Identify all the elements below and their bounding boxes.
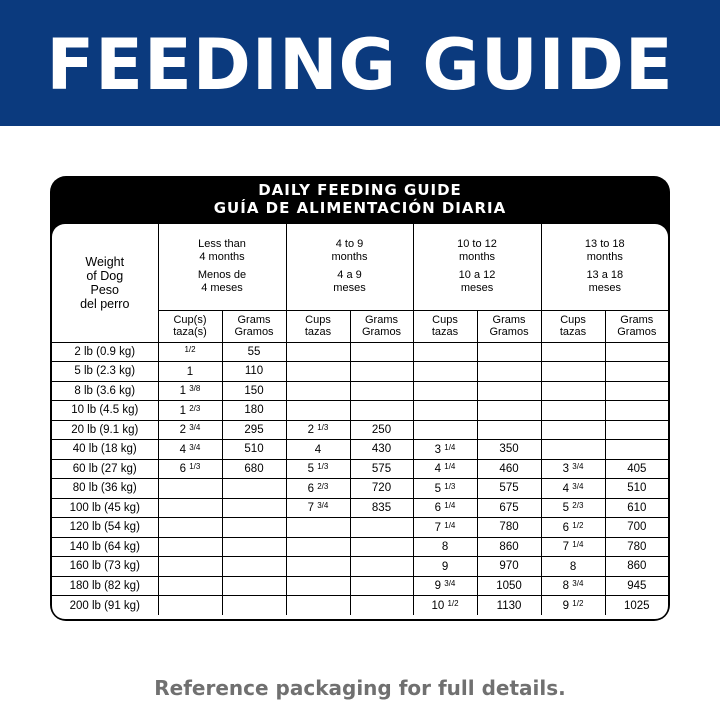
table-title-spanish: GUÍA DE ALIMENTACIÓN DIARIA [213, 199, 507, 217]
weight-cell: 140 lb (64 kg) [52, 537, 158, 557]
cups-fraction: 3/4 [317, 501, 329, 511]
weight-cell: 60 lb (27 kg) [52, 459, 158, 479]
banner-title: FEEDING GUIDE [46, 24, 674, 106]
cups-cell [286, 381, 350, 401]
grams-cell [605, 342, 668, 362]
cups-whole: 2 [179, 424, 187, 437]
cups-cell [286, 342, 350, 362]
grams-cell: 860 [605, 557, 668, 577]
cups-cell [413, 342, 477, 362]
cups-cell [158, 557, 222, 577]
weight-cell: 20 lb (9.1 kg) [52, 420, 158, 440]
cups-whole: 9 [434, 580, 442, 593]
cups-cell [413, 381, 477, 401]
cups-cell [541, 479, 605, 499]
table-row [52, 498, 668, 518]
grams-cell: 970 [477, 557, 541, 577]
cups-fraction: 1/3 [189, 462, 201, 472]
cups-fraction: 1/4 [444, 501, 456, 511]
cups-cell [286, 576, 350, 596]
grams-cell [477, 362, 541, 382]
grams-cell: 510 [222, 440, 286, 460]
cups-whole: 6 [179, 463, 187, 476]
cups-whole: 5 [434, 482, 442, 495]
cups-fraction: 3/4 [572, 481, 584, 491]
cups-cell [541, 459, 605, 479]
cups-cell [541, 342, 605, 362]
grams-cell [222, 498, 286, 518]
grams-cell: 575 [350, 459, 413, 479]
cups-whole: 1 [179, 385, 187, 398]
grams-cell: 110 [222, 362, 286, 382]
grams-column-header: Grams Gramos [350, 310, 413, 342]
cups-cell [413, 498, 477, 518]
weight-cell: 40 lb (18 kg) [52, 440, 158, 460]
cups-whole: 6 [562, 521, 570, 534]
grams-cell: 680 [222, 459, 286, 479]
cups-whole: 9 [562, 600, 570, 612]
period-header: 13 to 18 months 13 a 18 meses [541, 224, 668, 310]
cups-fraction: 2/3 [189, 403, 201, 413]
feeding-table-card [50, 176, 670, 621]
cups-whole: 4 [314, 443, 322, 456]
weight-cell: 8 lb (3.6 kg) [52, 381, 158, 401]
grams-cell [477, 342, 541, 362]
cups-fraction: 1/2 [572, 599, 584, 608]
cups-whole: 9 [441, 560, 449, 573]
grams-cell: 180 [222, 401, 286, 421]
table-row [52, 381, 668, 401]
table-body [52, 224, 668, 619]
feeding-guide-banner [0, 0, 720, 126]
table-row [52, 576, 668, 596]
cups-cell [158, 440, 222, 460]
grams-cell: 460 [477, 459, 541, 479]
cups-cell [286, 537, 350, 557]
grams-cell [350, 401, 413, 421]
cups-fraction: 1/2 [572, 520, 584, 530]
grams-cell [222, 557, 286, 577]
cups-fraction: 2/3 [317, 481, 329, 491]
cups-whole: 7 [307, 502, 315, 515]
footer-note: Reference packaging for full details. [154, 676, 566, 700]
weight-column-header: Weight of Dog Peso del perro [52, 224, 158, 342]
cups-fraction: 1/2 [184, 345, 196, 355]
cups-whole: 4 [562, 482, 570, 495]
cups-cell [541, 401, 605, 421]
cups-cell [541, 576, 605, 596]
weight-cell: 160 lb (73 kg) [52, 557, 158, 577]
weight-cell: 100 lb (45 kg) [52, 498, 158, 518]
grams-cell: 575 [477, 479, 541, 499]
cups-cell [541, 557, 605, 577]
cups-cell [413, 401, 477, 421]
grams-cell: 780 [605, 537, 668, 557]
weight-cell: 200 lb (91 kg) [52, 596, 158, 616]
cups-fraction: 3/4 [189, 442, 201, 452]
grams-cell: 700 [605, 518, 668, 538]
period-header-row [52, 224, 668, 310]
cups-fraction: 1/3 [317, 462, 329, 472]
table-row [52, 362, 668, 382]
table-row [52, 596, 668, 616]
cups-cell [541, 596, 605, 616]
cups-fraction: 1/4 [444, 462, 456, 472]
cups-whole: 7 [562, 541, 570, 554]
cups-fraction: 1/4 [572, 540, 584, 550]
grams-cell [222, 518, 286, 538]
cups-cell [413, 459, 477, 479]
cups-cell [158, 381, 222, 401]
cups-cell [541, 440, 605, 460]
grams-cell: 250 [350, 420, 413, 440]
weight-cell: 80 lb (36 kg) [52, 479, 158, 499]
cups-fraction: 1/3 [444, 481, 456, 491]
cups-fraction: 3/4 [572, 462, 584, 472]
cups-cell [286, 459, 350, 479]
cups-cell [158, 420, 222, 440]
grams-cell: 610 [605, 498, 668, 518]
cups-cell [541, 381, 605, 401]
table-row [52, 401, 668, 421]
cups-cell [413, 596, 477, 616]
grams-cell [605, 420, 668, 440]
table-row [52, 557, 668, 577]
grams-cell: 430 [350, 440, 413, 460]
cups-column-header: Cup(s) taza(s) [158, 310, 222, 342]
cups-fraction: 3/8 [189, 384, 201, 394]
table-row [52, 459, 668, 479]
grams-column-header: Grams Gramos [605, 310, 668, 342]
period-header: Less than 4 months Menos de 4 meses [158, 224, 286, 310]
grams-cell [350, 557, 413, 577]
cups-whole: 3 [562, 463, 570, 476]
cups-fraction: 1/4 [444, 520, 456, 530]
grams-cell [350, 342, 413, 362]
cups-whole: 6 [434, 502, 442, 515]
grams-cell [605, 401, 668, 421]
grams-column-header: Grams Gramos [477, 310, 541, 342]
cups-cell [158, 596, 222, 616]
cups-cell [158, 537, 222, 557]
cups-cell [158, 498, 222, 518]
period-header: 10 to 12 months 10 a 12 meses [413, 224, 541, 310]
cups-whole: 2 [307, 424, 315, 437]
cups-cell [413, 557, 477, 577]
grams-column-header: Grams Gramos [222, 310, 286, 342]
table-row [52, 420, 668, 440]
grams-cell: 720 [350, 479, 413, 499]
cups-cell [541, 518, 605, 538]
grams-cell: 860 [477, 537, 541, 557]
weight-cell: 120 lb (54 kg) [52, 518, 158, 538]
cups-cell [413, 479, 477, 499]
grams-cell: 1130 [477, 596, 541, 616]
feeding-table-rows [52, 342, 668, 615]
period-header: 4 to 9 months 4 a 9 meses [286, 224, 413, 310]
grams-cell: 835 [350, 498, 413, 518]
cups-whole: 7 [434, 521, 442, 534]
grams-cell [222, 537, 286, 557]
grams-cell: 510 [605, 479, 668, 499]
cups-cell [158, 479, 222, 499]
weight-cell: 10 lb (4.5 kg) [52, 401, 158, 421]
grams-cell: 350 [477, 440, 541, 460]
cups-cell [541, 420, 605, 440]
grams-cell: 405 [605, 459, 668, 479]
cups-column-header: Cups tazas [413, 310, 477, 342]
grams-cell [350, 537, 413, 557]
cups-cell [158, 518, 222, 538]
cups-whole: 1 [179, 404, 187, 417]
cups-cell [286, 479, 350, 499]
cups-fraction: 3/4 [572, 579, 584, 589]
grams-cell: 1050 [477, 576, 541, 596]
grams-cell [350, 362, 413, 382]
cups-whole: 6 [307, 482, 315, 495]
grams-cell [350, 518, 413, 538]
grams-cell [605, 440, 668, 460]
grams-cell [350, 576, 413, 596]
grams-cell: 780 [477, 518, 541, 538]
cups-whole: 1 [186, 365, 194, 378]
grams-cell [222, 596, 286, 616]
cups-cell [413, 362, 477, 382]
cups-cell [286, 518, 350, 538]
cups-fraction: 1/3 [317, 423, 329, 433]
cups-whole: 3 [434, 443, 442, 456]
cups-cell [158, 459, 222, 479]
cups-cell [158, 576, 222, 596]
cups-cell [413, 518, 477, 538]
grams-cell: 150 [222, 381, 286, 401]
cups-cell [413, 576, 477, 596]
cups-whole: 8 [569, 560, 577, 573]
cups-whole: 8 [562, 580, 570, 593]
grams-cell: 55 [222, 342, 286, 362]
cups-cell [413, 420, 477, 440]
table-row [52, 342, 668, 362]
grams-cell [477, 420, 541, 440]
grams-cell [222, 576, 286, 596]
cups-whole: 8 [441, 541, 449, 554]
cups-column-header: Cups tazas [286, 310, 350, 342]
grams-cell [477, 401, 541, 421]
grams-cell: 675 [477, 498, 541, 518]
feeding-table [52, 224, 668, 615]
weight-cell: 2 lb (0.9 kg) [52, 342, 158, 362]
table-row [52, 479, 668, 499]
table-row [52, 440, 668, 460]
cups-cell [541, 537, 605, 557]
cups-whole: 5 [562, 502, 570, 515]
cups-fraction: 3/4 [189, 423, 201, 433]
cups-cell [286, 401, 350, 421]
grams-cell [605, 362, 668, 382]
grams-cell: 945 [605, 576, 668, 596]
weight-cell: 180 lb (82 kg) [52, 576, 158, 596]
grams-cell [477, 381, 541, 401]
cups-cell [286, 557, 350, 577]
grams-cell [605, 381, 668, 401]
cups-cell [158, 362, 222, 382]
grams-cell: 1025 [605, 596, 668, 616]
cups-cell [413, 537, 477, 557]
cups-cell [286, 498, 350, 518]
table-title [50, 176, 670, 222]
cups-cell [158, 401, 222, 421]
cups-fraction: 1/2 [447, 599, 459, 608]
table-row [52, 518, 668, 538]
cups-whole: 4 [179, 443, 187, 456]
grams-cell: 295 [222, 420, 286, 440]
cups-cell [158, 342, 222, 362]
table-title-english: DAILY FEEDING GUIDE [258, 181, 462, 199]
cups-cell [413, 440, 477, 460]
cups-whole: 10 [431, 600, 445, 612]
cups-fraction: 1/4 [444, 442, 456, 452]
cups-whole: 4 [434, 463, 442, 476]
cups-cell [286, 420, 350, 440]
grams-cell [350, 381, 413, 401]
grams-cell [350, 596, 413, 616]
cups-whole: 5 [307, 463, 315, 476]
cups-cell [286, 362, 350, 382]
cups-fraction: 2/3 [572, 501, 584, 511]
cups-cell [541, 362, 605, 382]
cups-column-header: Cups tazas [541, 310, 605, 342]
table-row [52, 537, 668, 557]
cups-fraction: 3/4 [444, 579, 456, 589]
cups-cell [286, 440, 350, 460]
grams-cell [222, 479, 286, 499]
cups-cell [286, 596, 350, 616]
weight-cell: 5 lb (2.3 kg) [52, 362, 158, 382]
cups-cell [541, 498, 605, 518]
